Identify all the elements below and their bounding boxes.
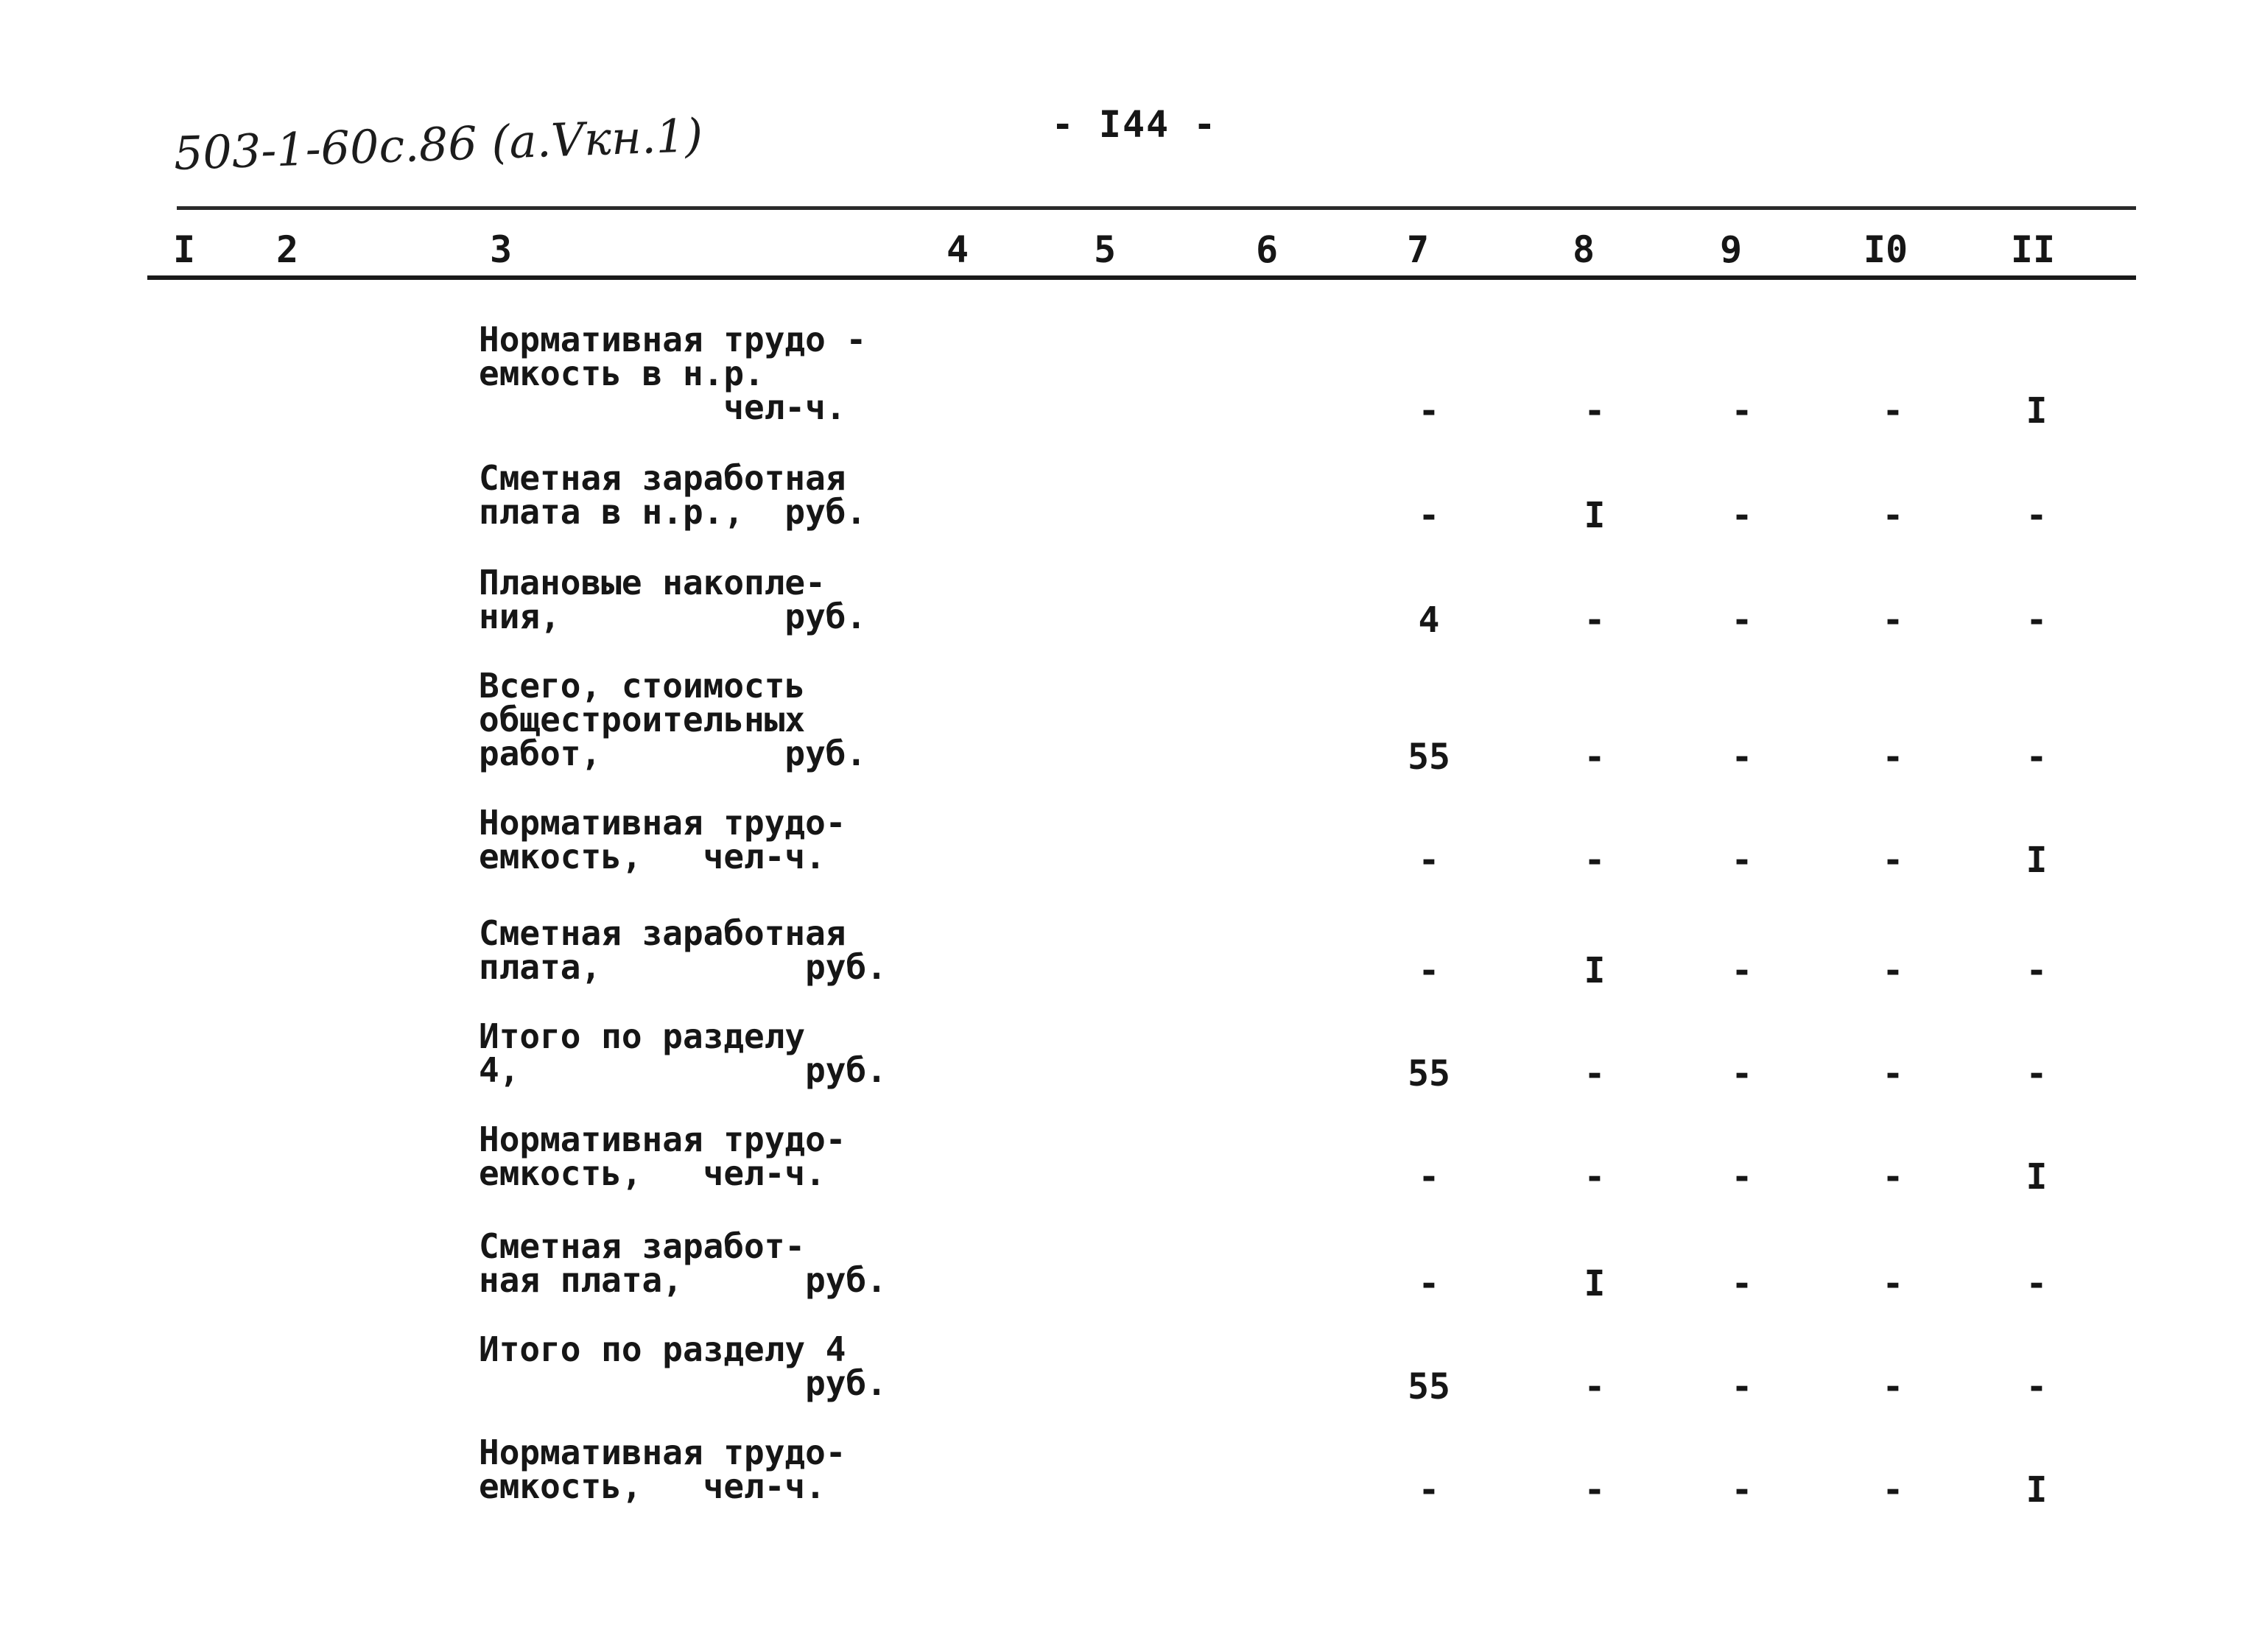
handwritten-document-code: 503-1-60с.86 (а.Vкн.1) [172,108,704,180]
cell-col-8: - [1584,840,1606,881]
row-label-line: Плановые накопле- [479,563,826,602]
cell-col-10: - [1882,495,1904,536]
cell-col-9: - [1731,1156,1753,1198]
column-header-11: II [2010,228,2056,271]
cell-col-8: I [1584,1263,1606,1304]
row-label-line: плата, руб. [479,947,887,987]
cell-col-7: - [1418,950,1440,991]
cell-col-8: - [1584,1366,1606,1407]
cell-col-9: - [1731,1263,1753,1304]
column-header-4: 4 [946,228,969,271]
row-label [479,1226,891,1300]
cell-col-7: 55 [1408,1053,1450,1094]
row-label-line: работ, руб. [479,734,867,773]
cell-col-9: - [1731,495,1753,536]
column-header-1: I [172,228,196,271]
header-rule [147,275,2136,280]
cell-col-9: - [1731,950,1753,991]
row-label-line: емкость в н.р. [479,354,765,393]
column-header-9: 9 [1719,228,1743,271]
cell-col-11: I [2026,1156,2048,1198]
cell-col-11: - [2026,495,2048,536]
cell-col-11: - [2026,1053,2048,1094]
row-label-line: общестроительных [479,700,806,739]
row-label-line: плата в н.р., руб. [479,492,867,532]
row-label [479,1433,891,1506]
cell-col-10: - [1882,1366,1904,1407]
cell-col-7: - [1418,495,1440,536]
cell-col-11: - [2026,1263,2048,1304]
column-header-5: 5 [1093,228,1117,271]
row-label-line: Всего, стоимость [479,666,806,706]
row-label [479,803,891,876]
cell-col-7: - [1418,1469,1440,1511]
cell-col-9: - [1731,1366,1753,1407]
row-label [479,563,891,636]
row-label-line: емкость, чел-ч. [479,837,826,876]
cell-col-8: - [1584,1469,1606,1511]
cell-col-7: - [1418,840,1440,881]
cell-col-10: - [1882,1053,1904,1094]
row-label-line: емкость, чел-ч. [479,1466,826,1506]
row-label [479,1329,891,1403]
row-label [479,1120,891,1193]
cell-col-11: - [2026,950,2048,991]
cell-col-7: - [1418,1156,1440,1198]
row-label [479,1016,891,1090]
column-header-10: I0 [1863,228,1908,271]
cell-col-11: I [2026,840,2048,881]
cell-col-10: - [1882,390,1904,432]
cell-col-11: - [2026,737,2048,778]
row-label-line: 4, руб. [479,1050,887,1090]
cell-col-9: - [1731,1053,1753,1094]
column-header-2: 2 [275,228,299,271]
row-label-line: чел-ч. [479,387,846,427]
column-header-8: 8 [1572,228,1595,271]
row-label [479,320,891,427]
cell-col-10: - [1882,1263,1904,1304]
cell-col-10: - [1882,737,1904,778]
row-label [479,913,891,987]
cell-col-11: I [2026,1469,2048,1511]
cell-col-7: 55 [1408,737,1450,778]
row-label [479,666,891,773]
row-label-line: Нормативная трудо- [479,803,846,843]
row-label-line: Нормативная трудо- [479,1433,846,1472]
page-number: - I44 - [1051,103,1218,146]
cell-col-9: - [1731,1469,1753,1511]
cell-col-9: - [1731,600,1753,641]
row-label-line: Итого по разделу 4 [479,1329,846,1369]
cell-col-7: 4 [1418,600,1440,641]
top-rule [177,206,2136,210]
row-label-line: Итого по разделу [479,1016,806,1056]
cell-col-8: - [1584,737,1606,778]
cell-col-7: - [1418,390,1440,432]
cell-col-11: - [2026,600,2048,641]
row-label-line: Сметная заработная [479,913,846,953]
cell-col-8: - [1584,1053,1606,1094]
row-label-line: руб. [479,1363,887,1403]
cell-col-8: - [1584,1156,1606,1198]
cell-col-10: - [1882,1469,1904,1511]
cell-col-9: - [1731,840,1753,881]
row-label-line: Нормативная трудо - [479,320,867,359]
cell-col-9: - [1731,737,1753,778]
cell-col-7: - [1418,1263,1440,1304]
cell-col-10: - [1882,950,1904,991]
row-label-line: Нормативная трудо- [479,1120,846,1159]
cell-col-11: - [2026,1366,2048,1407]
row-label-line: ная плата, руб. [479,1260,887,1300]
row-label [479,458,891,532]
row-label-line: емкость, чел-ч. [479,1153,826,1193]
cell-col-8: I [1584,495,1606,536]
cell-col-8: I [1584,950,1606,991]
cell-col-11: I [2026,390,2048,432]
row-label-line: Сметная заработ- [479,1226,806,1266]
cell-col-9: - [1731,390,1753,432]
cell-col-7: 55 [1408,1366,1450,1407]
cell-col-8: - [1584,600,1606,641]
column-header-3: 3 [489,228,513,271]
row-label-line: ния, руб. [479,597,867,636]
row-label-line: Сметная заработная [479,458,846,498]
column-header-6: 6 [1255,228,1279,271]
cell-col-10: - [1882,600,1904,641]
cell-col-10: - [1882,840,1904,881]
cell-col-8: - [1584,390,1606,432]
column-header-7: 7 [1406,228,1430,271]
cell-col-10: - [1882,1156,1904,1198]
